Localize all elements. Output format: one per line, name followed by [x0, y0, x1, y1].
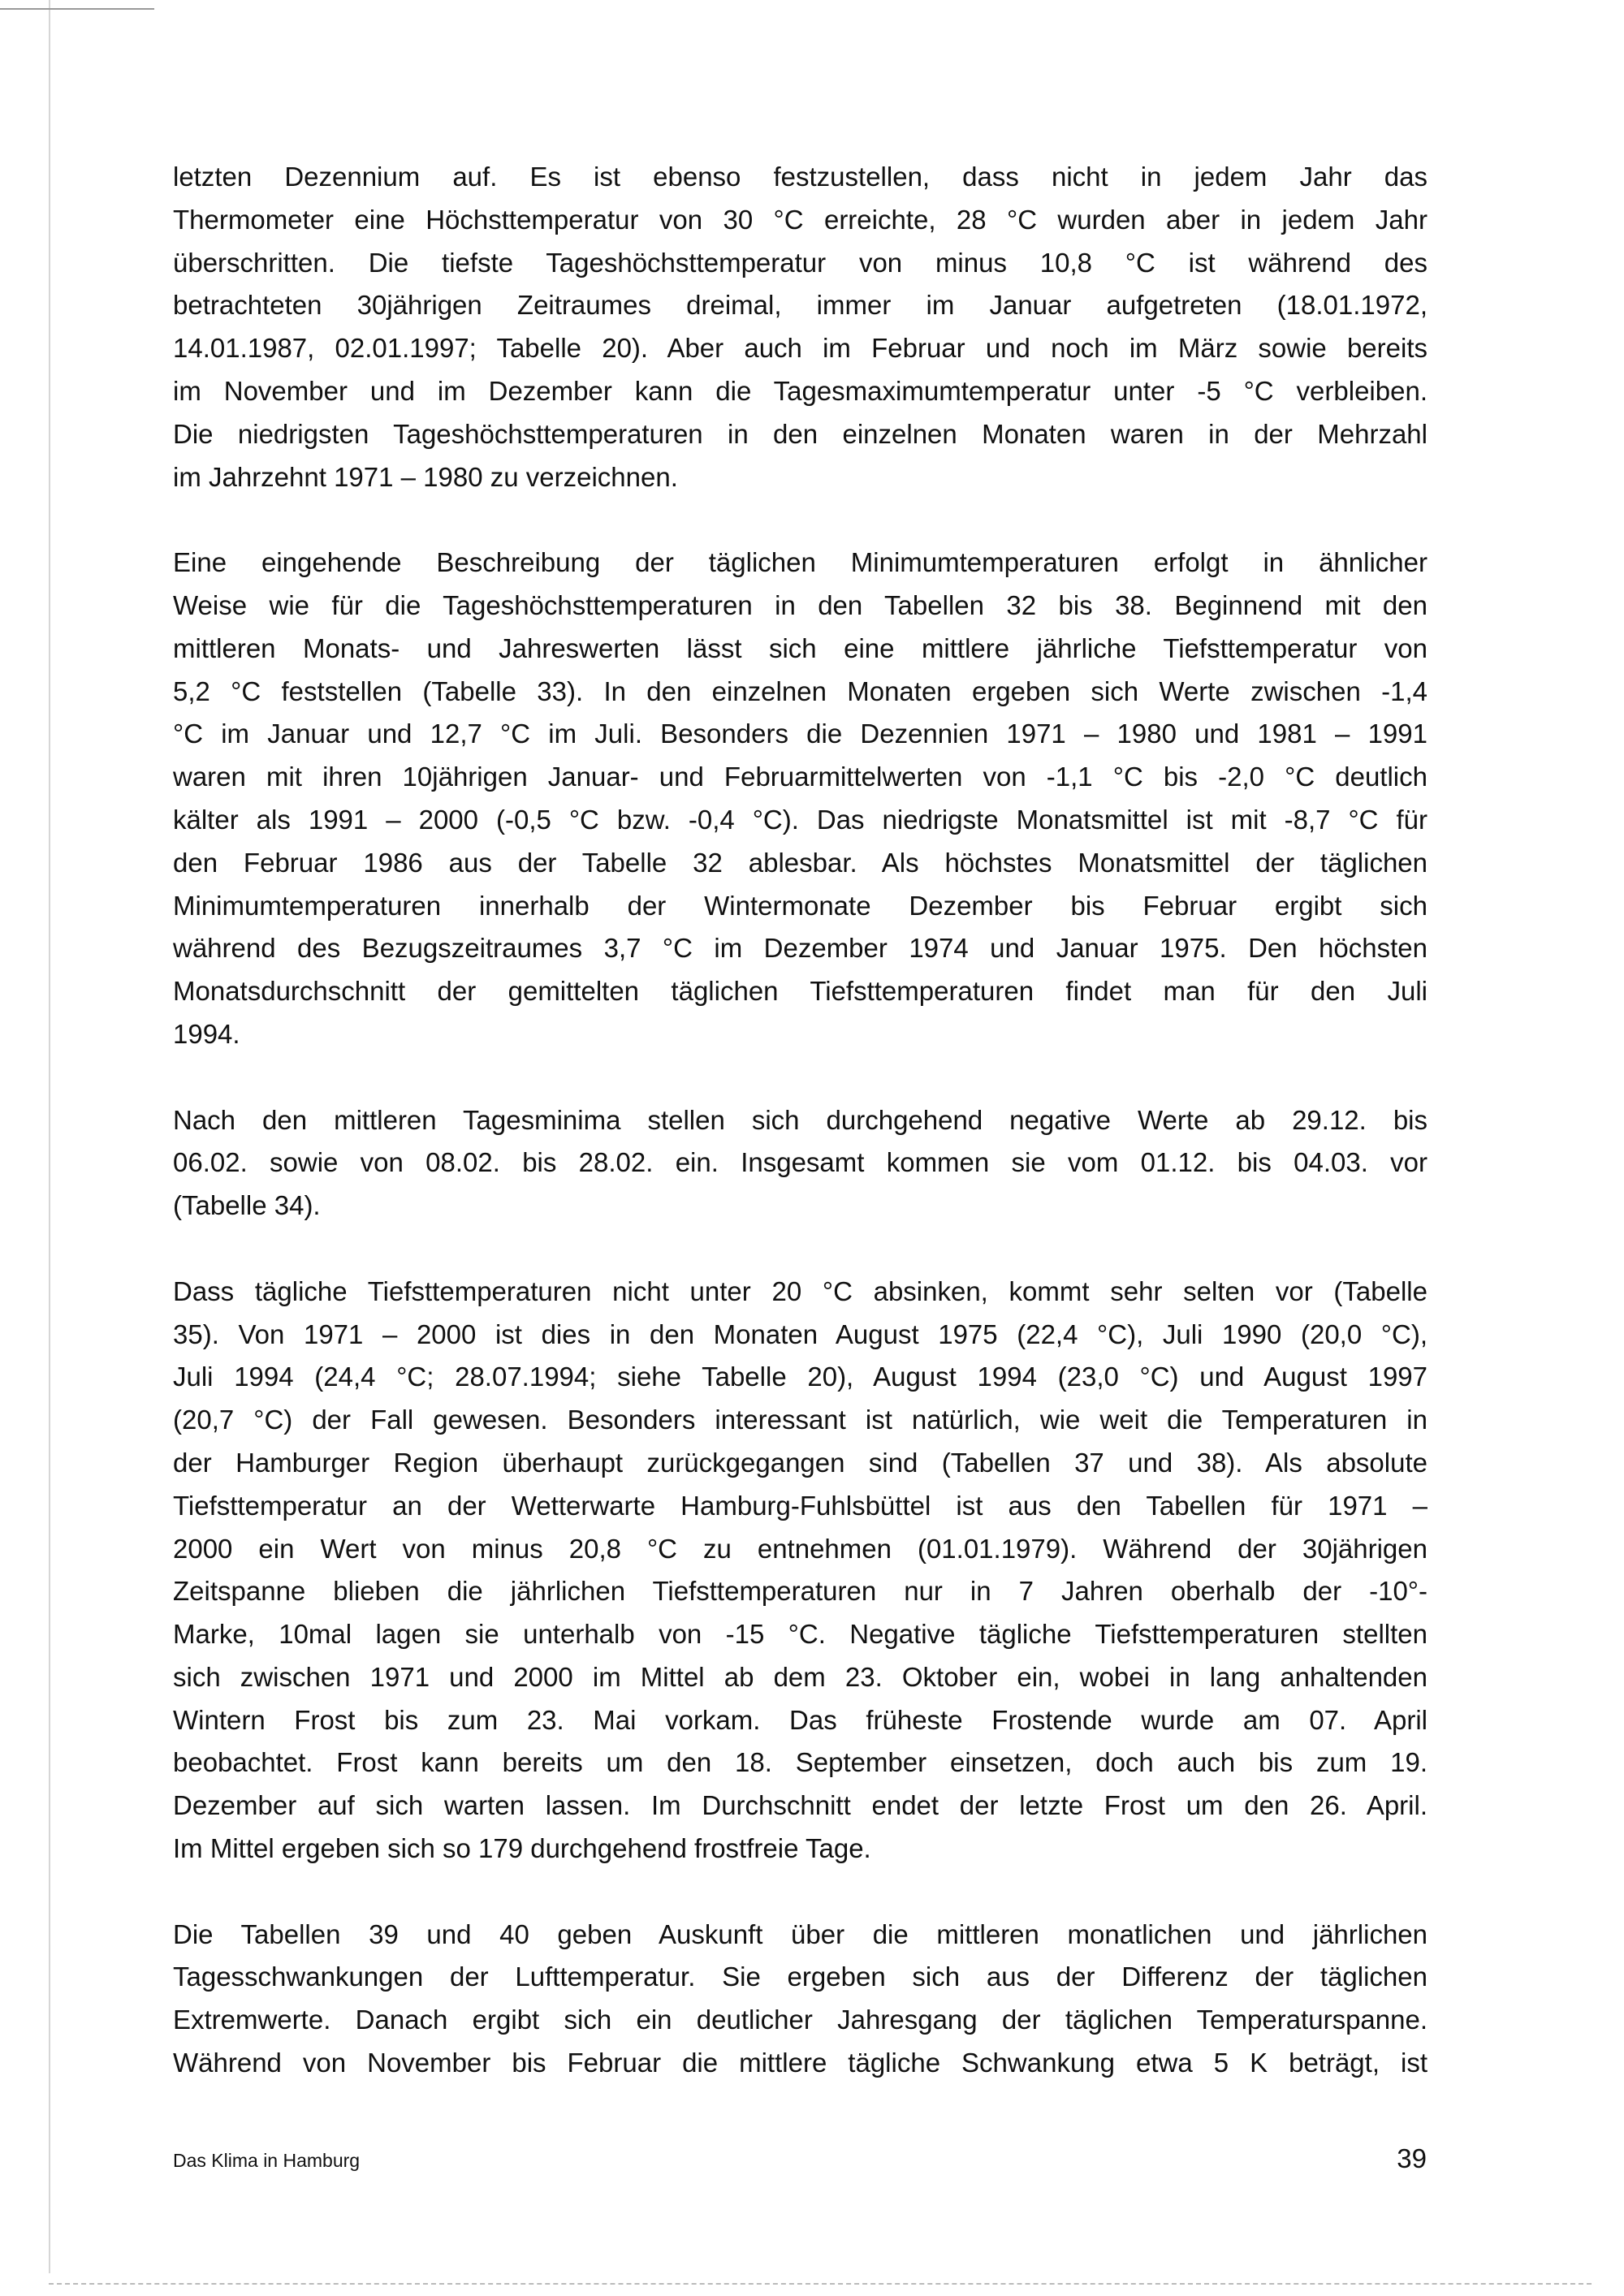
text-line: im Jahrzehnt 1971 – 1980 zu verzeichnen. — [173, 461, 678, 492]
text-line: Extremwerte. Danach ergibt sich ein deutlicher Jahresgang der täglichen Temperaturspanne. — [173, 2005, 1427, 2035]
text-line: den Februar 1986 aus der Tabelle 32 ablesbar. Als höchstes Monatsmittel der täglichen — [173, 847, 1427, 878]
text-line: 1994. — [173, 1018, 240, 1049]
text-line: 06.02. sowie von 08.02. bis 28.02. ein. Insgesamt kommen sie vom 01.12. bis 04.03. vor — [173, 1147, 1427, 1178]
text-line: Minimumtemperaturen innerhalb der Wintermonate Dezember bis Februar ergibt sich — [173, 890, 1427, 921]
paragraph — [173, 156, 1427, 498]
text-line: betrachteten 30jährigen Zeitraumes dreimal, immer im Januar aufgetreten (18.01.1972, — [173, 290, 1427, 321]
text-line: mittleren Monats- und Jahreswerten lässt sich eine mittlere jährliche Tiefsttemperatur von — [173, 632, 1427, 663]
text-line: Monatsdurchschnitt der gemittelten täglichen Tiefsttemperaturen findet man für den Juli — [173, 976, 1427, 1007]
text-line: Dass tägliche Tiefsttemperaturen nicht unter 20 °C absinken, kommt sehr selten vor (Tabelle — [173, 1275, 1427, 1306]
text-line: letzten Dezennium auf. Es ist ebenso festzustellen, dass nicht in jedem Jahr das — [173, 162, 1427, 192]
text-line: 2000 ein Wert von minus 20,8 °C zu entnehmen (01.01.1979). Während der 30jährigen — [173, 1533, 1427, 1564]
footer-title: Das Klima in Hamburg — [173, 2150, 361, 2171]
text-line: 5,2 °C feststellen (Tabelle 33). In den einzelnen Monaten ergeben sich Werte zwischen -1,4 — [173, 675, 1427, 706]
text-line: im November und im Dezember kann die Tagesmaximumtemperatur unter -5 °C verbleiben. — [173, 375, 1427, 406]
text-line: °C im Januar und 12,7 °C im Juli. Besonders die Dezennien 1971 – 1980 und 1981 – 1991 — [173, 719, 1427, 749]
text-line: waren mit ihren 10jährigen Januar- und Februarmittelwerten von -1,1 °C bis -2,0 °C deutlich — [173, 762, 1427, 792]
text-line: Zeitspanne blieben die jährlichen Tiefsttemperaturen nur in 7 Jahren oberhalb der -10°- — [173, 1576, 1427, 1607]
text-line: kälter als 1991 – 2000 (-0,5 °C bzw. -0,4 °C). Das niedrigste Monatsmittel ist mit -8,7 °C für — [173, 804, 1427, 835]
text-line: Weise wie für die Tageshöchsttemperaturen in den Tabellen 32 bis 38. Beginnend mit den — [173, 589, 1427, 620]
text-line: überschritten. Die tiefste Tageshöchsttemperatur von minus 10,8 °C ist während des — [173, 247, 1427, 278]
paragraph — [173, 542, 1427, 1056]
text-line: Tagesschwankungen der Lufttemperatur. Sie ergeben sich aus der Differenz der täglichen — [173, 1962, 1427, 1992]
body-text — [173, 156, 1427, 2128]
paragraph — [173, 1914, 1427, 2085]
text-line: (20,7 °C) der Fall gewesen. Besonders interessant ist natürlich, wie weit die Temperaturen in — [173, 1405, 1427, 1435]
page-number: 39 — [1397, 2143, 1427, 2173]
text-line: Die Tabellen 39 und 40 geben Auskunft über die mittleren monatlichen und jährlichen — [173, 1918, 1427, 1949]
text-line: sich zwischen 1971 und 2000 im Mittel ab dem 23. Oktober ein, wobei in lang anhaltenden — [173, 1661, 1427, 1692]
paragraph — [173, 1099, 1427, 1228]
text-line: beobachtet. Frost kann bereits um den 18. September einsetzen, doch auch bis zum 19. — [173, 1747, 1427, 1778]
text-line: Thermometer eine Höchsttemperatur von 30 °C erreichte, 28 °C wurden aber in jedem Jahr — [173, 204, 1427, 235]
text-line: Eine eingehende Beschreibung der täglichen Minimumtemperaturen erfolgt in ähnlicher — [173, 547, 1427, 578]
text-line: Die niedrigsten Tageshöchsttemperaturen in den einzelnen Monaten waren in der Mehrzahl — [173, 418, 1427, 449]
scan-edge-line-top — [0, 8, 154, 10]
text-line: Im Mittel ergeben sich so 179 durchgehend frostfreie Tage. — [173, 1833, 871, 1864]
text-line: Nach den mittleren Tagesminima stellen sich durchgehend negative Werte ab 29.12. bis — [173, 1104, 1427, 1135]
paragraph — [173, 1271, 1427, 1871]
text-line: der Hamburger Region überhaupt zurückgegangen sind (Tabellen 37 und 38). Als absolute — [173, 1447, 1427, 1478]
text-line: 14.01.1987, 02.01.1997; Tabelle 20). Aber auch im Februar und noch im März sowie bereits — [173, 333, 1427, 364]
text-line: Wintern Frost bis zum 23. Mai vorkam. Das früheste Frostende wurde am 07. April — [173, 1704, 1427, 1735]
text-line: Marke, 10mal lagen sie unterhalb von -15 °C. Negative tägliche Tiefsttemperaturen stellten — [173, 1619, 1427, 1650]
text-line: Tiefsttemperatur an der Wetterwarte Hamburg-Fuhlsbüttel ist aus den Tabellen für 1971 – — [173, 1490, 1427, 1521]
text-line: Während von November bis Februar die mittlere tägliche Schwankung etwa 5 K beträgt, ist — [173, 2048, 1427, 2078]
text-line: 35). Von 1971 – 2000 ist dies in den Monaten August 1975 (22,4 °C), Juli 1990 (20,0 °C), — [173, 1318, 1427, 1349]
scan-edge-line-left — [49, 0, 50, 2273]
text-line: (Tabelle 34). — [173, 1190, 321, 1221]
text-line: Juli 1994 (24,4 °C; 28.07.1994; siehe Tabelle 20), August 1994 (23,0 °C) und August 1997 — [173, 1362, 1427, 1392]
text-line: während des Bezugszeitraumes 3,7 °C im Dezember 1974 und Januar 1975. Den höchsten — [173, 933, 1427, 964]
text-line: Dezember auf sich warten lassen. Im Durchschnitt endet der letzte Frost um den 26. April. — [173, 1790, 1427, 1821]
scan-edge-line-bottom — [49, 2283, 1592, 2285]
